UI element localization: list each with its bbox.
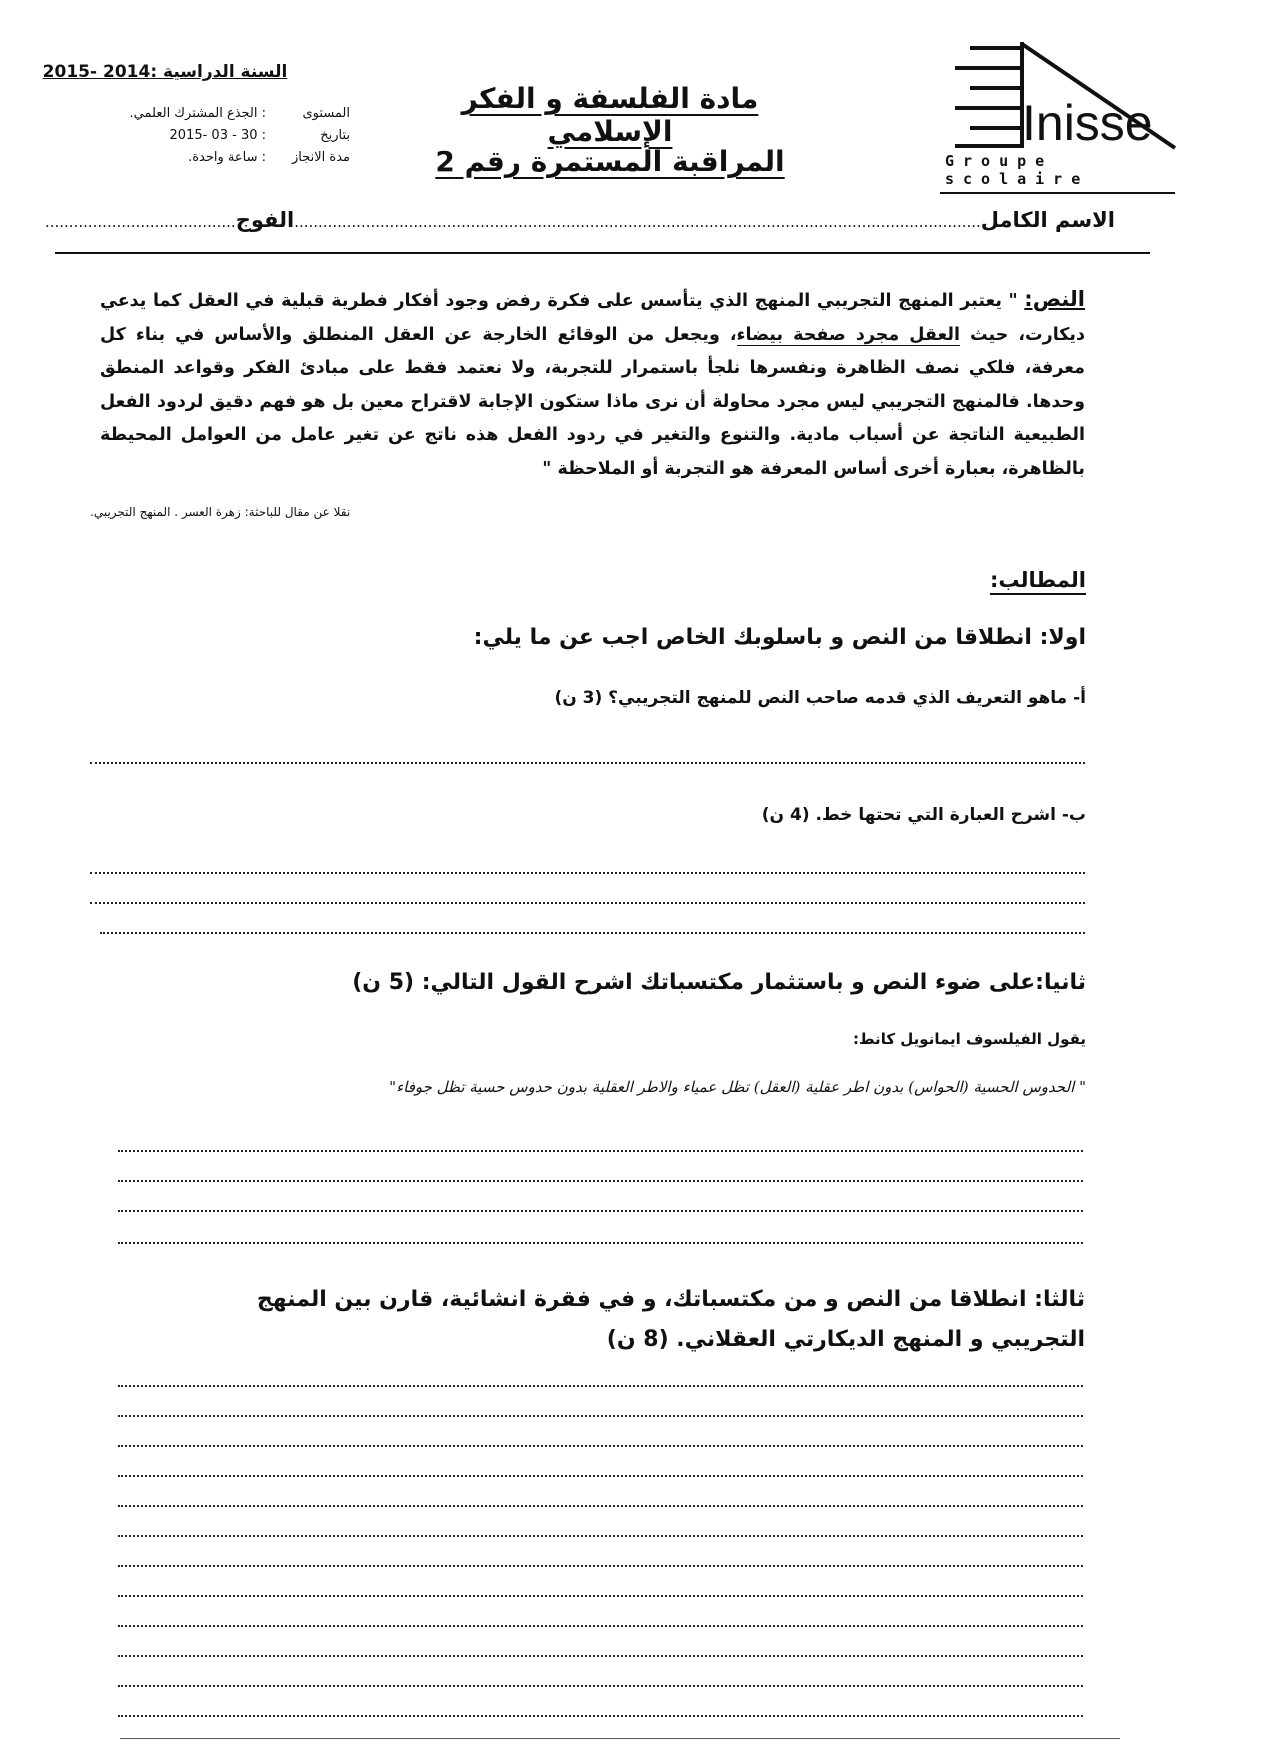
subject-title: مادة الفلسفة و الفكر الإسلامي [461,82,759,148]
level-row [100,106,350,121]
duration-value: : ساعة واحدة. [188,150,266,165]
full-name-label: الاسم الكامل [980,208,1115,232]
passage-part-1: " يعتبر المنهج التجريبي المنهج الذي يتأسس على فكرة رفض وجود أفكار فطرية قبلية في العقل كما يدعي ديكارت، حيث [100,291,1085,345]
answer-line[interactable] [118,1535,1083,1537]
passage-part-2: ، ويجعل من الوقائع الخارجة عن العقل المنطلق والأساس في بناء كل معرفة، فلكي نصف الظاهرة ونفسرها نلجأ باستمرار للتجربة، ولا نعتمد فقط على مبادئ الفكر وقواعد المنطق وحدها. فالمنهج التجريبي ليس مجرد محاولة أن نرى ماذا ستكون الإجابة لاقتراح معين بل هو فهم دقيق لردود الفعل الطبيعية الناتجة عن أسباب مادية. والتنوع والتغير في ردود الفعل هذه ناتج عن تغير عامل من العوامل المحيطة بالظاهرة، بعبارة أخرى أساس المعرفة هو التجربة أو الملاحظة " [100,324,1085,479]
demands-heading: المطالب: [989,568,1086,592]
answer-line[interactable] [118,1475,1083,1477]
answer-line[interactable] [118,1715,1083,1717]
level-value: : الجذع المشترك العلمي. [129,106,266,121]
question-1b: ب- اشرح العبارة التي تحتها خط. (4 ن) [761,805,1086,825]
date-row [100,128,350,143]
answer-line[interactable] [118,1685,1083,1687]
answer-line[interactable] [118,1505,1083,1507]
answer-line[interactable] [118,1625,1083,1627]
underlined-phrase: العقل مجرد صفحة بيضاء [736,324,960,345]
answer-line[interactable] [118,1180,1083,1182]
logo-wordmark: Inisse [1022,95,1153,151]
level-label: المستوى [302,106,350,121]
answer-line[interactable] [118,1445,1083,1447]
student-info-row [44,208,1115,232]
name-divider [55,252,1150,254]
part-two-heading: ثانيا:على ضوء النص و باستثمار مكتسباتك اشرح القول التالي: (5 ن) [352,970,1086,995]
footer-divider [120,1738,1120,1739]
passage-source: نقلا عن مقال للباحثة: زهرة العسر . المنهج التجريبي. [90,505,351,519]
answer-line[interactable] [90,902,1085,904]
answer-line[interactable] [118,1565,1083,1567]
header-divider [940,192,1175,194]
answer-line[interactable] [118,1210,1083,1212]
group-label: الفوج [235,208,295,232]
answer-line[interactable] [100,932,1085,934]
duration-row [100,150,350,165]
answer-line[interactable] [118,1595,1083,1597]
answer-line[interactable] [118,1150,1083,1152]
kant-quote: " الحدوس الحسية (الحواس) بدون اطر عقلية (العقل) تظل عمياء والاطر العقلية بدون حدوس حسية تظل جوفاء" [389,1078,1086,1096]
part-three-heading: ثالثا: انطلاقا من النص و من مكتسباتك، و في فقرة انشائية، قارن بين المنهج التجريبي و المنهج الديكارتي العقلاني. (8 ن) [256,1287,1085,1352]
answer-line[interactable] [90,872,1085,874]
logo-tagline: Groupe scolaire [945,152,1090,188]
date-label: بتاريخ [320,128,350,143]
group-field[interactable]: ........................................ [44,213,236,231]
question-1a: أ- ماهو التعريف الذي قدمه صاحب النص للمنهج التجريبي؟ (3 ن) [554,688,1086,708]
answer-line[interactable] [118,1655,1083,1657]
duration-label: مدة الانجاز [291,150,350,165]
answer-line[interactable] [118,1415,1083,1417]
school-year: السنة الدراسية :2014 -2015 [42,62,288,82]
date-value: : 30 - 03 -2015 [169,128,266,143]
answer-line[interactable] [90,762,1085,764]
full-name-field[interactable]: ................................................................................................................................................ [294,213,981,231]
passage-text [100,283,1085,486]
answer-line[interactable] [118,1385,1083,1387]
passage-label: النص: [1024,287,1085,311]
part-one-heading: اولا: انطلاقا من النص و باسلوبك الخاص اجب عن ما يلي: [473,625,1086,650]
answer-line[interactable] [118,1242,1083,1244]
kant-intro: يقول الفيلسوف ايمانويل كانط: [853,1030,1086,1048]
exam-title: المراقبة المستمرة رقم 2 [435,145,785,178]
